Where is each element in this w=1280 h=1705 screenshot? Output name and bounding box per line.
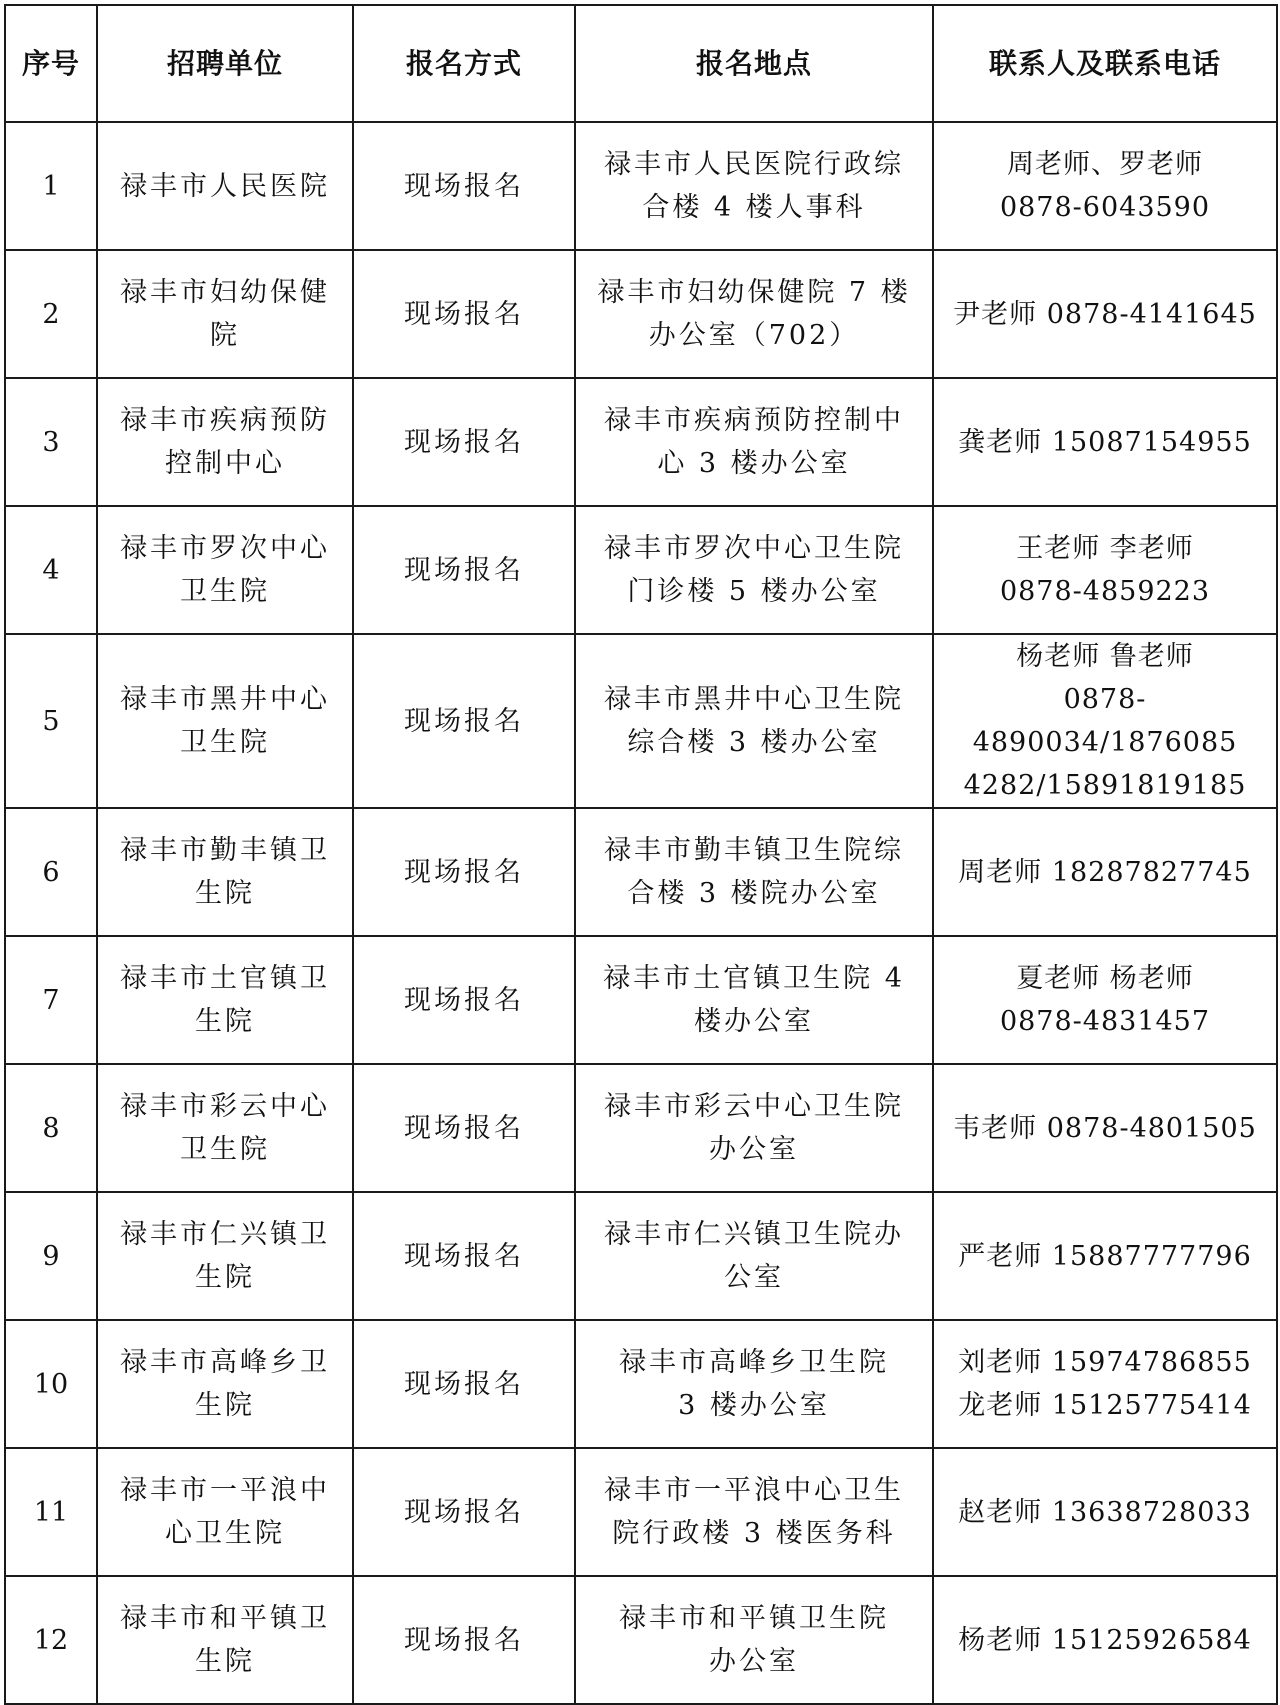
unit-line: 卫生院	[180, 1134, 270, 1165]
cell-method: 现场报名	[353, 936, 575, 1064]
table-row	[5, 250, 1277, 378]
cell-unit	[97, 808, 353, 936]
place-line: 禄丰市妇幼保健院 7 楼	[597, 277, 911, 308]
contact-line: 龚老师 15087154955	[958, 426, 1252, 458]
cell-contact	[933, 808, 1277, 936]
unit-line: 生院	[195, 878, 255, 909]
place-line: 心 3 楼办公室	[657, 448, 851, 479]
header-method: 报名方式	[353, 5, 575, 122]
contact-line: 尹老师 0878-4141645	[953, 298, 1257, 330]
cell-place	[575, 1064, 933, 1192]
place-line: 办公室	[709, 1134, 799, 1165]
cell-unit	[97, 1576, 353, 1704]
cell-seq: 9	[5, 1192, 97, 1320]
contact-line: 周老师 18287827745	[958, 856, 1252, 888]
cell-seq: 8	[5, 1064, 97, 1192]
place-line: 合楼 4 楼人事科	[642, 192, 866, 223]
cell-method: 现场报名	[353, 1192, 575, 1320]
place-line: 禄丰市疾病预防控制中	[604, 405, 904, 436]
cell-unit	[97, 378, 353, 506]
table-row	[5, 122, 1277, 250]
place-line: 综合楼 3 楼办公室	[627, 727, 881, 758]
contact-line: 0878-4859223	[999, 576, 1211, 607]
table-row	[5, 808, 1277, 936]
unit-line: 禄丰市一平浪中	[120, 1475, 330, 1506]
cell-method: 现场报名	[353, 122, 575, 250]
contact-line: 严老师 15887777796	[958, 1240, 1252, 1272]
place-line: 禄丰市彩云中心卫生院	[604, 1091, 904, 1122]
cell-contact	[933, 378, 1277, 506]
unit-line: 禄丰市土官镇卫	[120, 963, 330, 994]
cell-unit	[97, 936, 353, 1064]
cell-contact	[933, 122, 1277, 250]
contact-line: 0878-4890034/1876085	[972, 684, 1238, 758]
cell-seq: 7	[5, 936, 97, 1064]
unit-line: 禄丰市高峰乡卫	[120, 1347, 330, 1378]
cell-contact	[933, 1064, 1277, 1192]
cell-seq: 6	[5, 808, 97, 936]
contact-line: 0878-4831457	[999, 1006, 1211, 1037]
unit-line: 卫生院	[180, 576, 270, 607]
place-line: 办公室（702）	[648, 320, 860, 351]
unit-line: 生院	[195, 1646, 255, 1677]
cell-seq: 1	[5, 122, 97, 250]
unit-line: 卫生院	[180, 727, 270, 758]
unit-line: 禄丰市勤丰镇卫	[120, 835, 330, 866]
cell-seq: 5	[5, 634, 97, 808]
cell-contact	[933, 1576, 1277, 1704]
cell-place	[575, 1576, 933, 1704]
header-place: 报名地点	[575, 5, 933, 122]
unit-line: 生院	[195, 1390, 255, 1421]
cell-place	[575, 634, 933, 808]
contact-line: 韦老师 0878-4801505	[953, 1112, 1257, 1144]
cell-contact	[933, 1192, 1277, 1320]
contact-line: 夏老师 杨老师	[1016, 963, 1194, 994]
table-row	[5, 634, 1277, 808]
table-row	[5, 1320, 1277, 1448]
cell-contact	[933, 1320, 1277, 1448]
place-line: 院行政楼 3 楼医务科	[612, 1518, 896, 1549]
cell-seq: 12	[5, 1576, 97, 1704]
contact-line: 王老师 李老师	[1016, 533, 1194, 564]
cell-place	[575, 1320, 933, 1448]
cell-place	[575, 506, 933, 634]
unit-line: 禄丰市仁兴镇卫	[120, 1219, 330, 1250]
cell-place	[575, 378, 933, 506]
contact-line: 杨老师 鲁老师	[1016, 641, 1194, 672]
cell-method: 现场报名	[353, 250, 575, 378]
unit-line: 控制中心	[165, 448, 285, 479]
table-header-row	[5, 5, 1277, 122]
cell-method: 现场报名	[353, 1064, 575, 1192]
unit-line: 禄丰市妇幼保健	[120, 277, 330, 308]
unit-line: 心卫生院	[165, 1518, 285, 1549]
cell-method: 现场报名	[353, 506, 575, 634]
cell-place	[575, 250, 933, 378]
cell-seq: 3	[5, 378, 97, 506]
table-row	[5, 506, 1277, 634]
cell-unit	[97, 1064, 353, 1192]
place-line: 禄丰市一平浪中心卫生	[604, 1475, 904, 1506]
unit-line: 禄丰市和平镇卫	[120, 1603, 330, 1634]
place-line: 禄丰市人民医院行政综	[604, 149, 904, 180]
contact-line: 赵老师 13638728033	[958, 1496, 1252, 1528]
unit-line: 禄丰市疾病预防	[120, 405, 330, 436]
cell-seq: 2	[5, 250, 97, 378]
place-line: 禄丰市和平镇卫生院	[619, 1603, 889, 1634]
cell-unit	[97, 634, 353, 808]
cell-place	[575, 808, 933, 936]
table-row	[5, 1064, 1277, 1192]
cell-place	[575, 936, 933, 1064]
cell-method: 现场报名	[353, 1448, 575, 1576]
unit-line: 生院	[195, 1006, 255, 1037]
unit-line: 禄丰市黑井中心	[120, 684, 330, 715]
cell-unit	[97, 506, 353, 634]
cell-contact	[933, 250, 1277, 378]
unit-line: 禄丰市罗次中心	[120, 533, 330, 564]
unit-line: 禄丰市彩云中心	[120, 1091, 330, 1122]
contact-line: 0878-6043590	[999, 192, 1211, 223]
cell-method: 现场报名	[353, 634, 575, 808]
cell-unit	[97, 250, 353, 378]
place-line: 门诊楼 5 楼办公室	[627, 576, 881, 607]
cell-unit	[97, 1448, 353, 1576]
cell-contact	[933, 634, 1277, 808]
table-row	[5, 1192, 1277, 1320]
cell-contact	[933, 936, 1277, 1064]
registration-table	[4, 4, 1278, 1705]
contact-line: 刘老师 15974786855	[958, 1347, 1252, 1378]
place-line: 办公室	[709, 1646, 799, 1677]
cell-place	[575, 1192, 933, 1320]
place-line: 禄丰市仁兴镇卫生院办	[604, 1219, 904, 1250]
place-line: 禄丰市黑井中心卫生院	[604, 684, 904, 715]
cell-method: 现场报名	[353, 1576, 575, 1704]
place-line: 楼办公室	[694, 1006, 814, 1037]
table-row	[5, 1448, 1277, 1576]
place-line: 禄丰市勤丰镇卫生院综	[604, 835, 904, 866]
cell-unit	[97, 122, 353, 250]
cell-contact	[933, 1448, 1277, 1576]
cell-seq: 10	[5, 1320, 97, 1448]
unit-line: 禄丰市人民医院	[120, 170, 330, 202]
table-row	[5, 936, 1277, 1064]
header-contact: 联系人及联系电话	[933, 5, 1277, 122]
table-row	[5, 378, 1277, 506]
cell-place	[575, 122, 933, 250]
place-line: 合楼 3 楼院办公室	[627, 878, 881, 909]
place-line: 禄丰市高峰乡卫生院	[619, 1347, 889, 1378]
cell-method: 现场报名	[353, 378, 575, 506]
cell-seq: 11	[5, 1448, 97, 1576]
table-body	[5, 122, 1277, 1704]
contact-line: 4282/15891819185	[963, 770, 1247, 801]
contact-line: 杨老师 15125926584	[958, 1624, 1252, 1656]
place-line: 3 楼办公室	[678, 1390, 830, 1421]
contact-line: 龙老师 15125775414	[958, 1390, 1252, 1421]
contact-line: 周老师、罗老师	[1007, 149, 1203, 180]
cell-place	[575, 1448, 933, 1576]
unit-line: 院	[210, 320, 240, 351]
header-seq: 序号	[5, 5, 97, 122]
place-line: 禄丰市罗次中心卫生院	[604, 533, 904, 564]
cell-unit	[97, 1192, 353, 1320]
cell-seq: 4	[5, 506, 97, 634]
cell-method: 现场报名	[353, 1320, 575, 1448]
header-unit: 招聘单位	[97, 5, 353, 122]
place-line: 禄丰市土官镇卫生院 4	[603, 963, 905, 994]
place-line: 公室	[724, 1262, 784, 1293]
unit-line: 生院	[195, 1262, 255, 1293]
cell-method: 现场报名	[353, 808, 575, 936]
cell-contact	[933, 506, 1277, 634]
table-row	[5, 1576, 1277, 1704]
cell-unit	[97, 1320, 353, 1448]
